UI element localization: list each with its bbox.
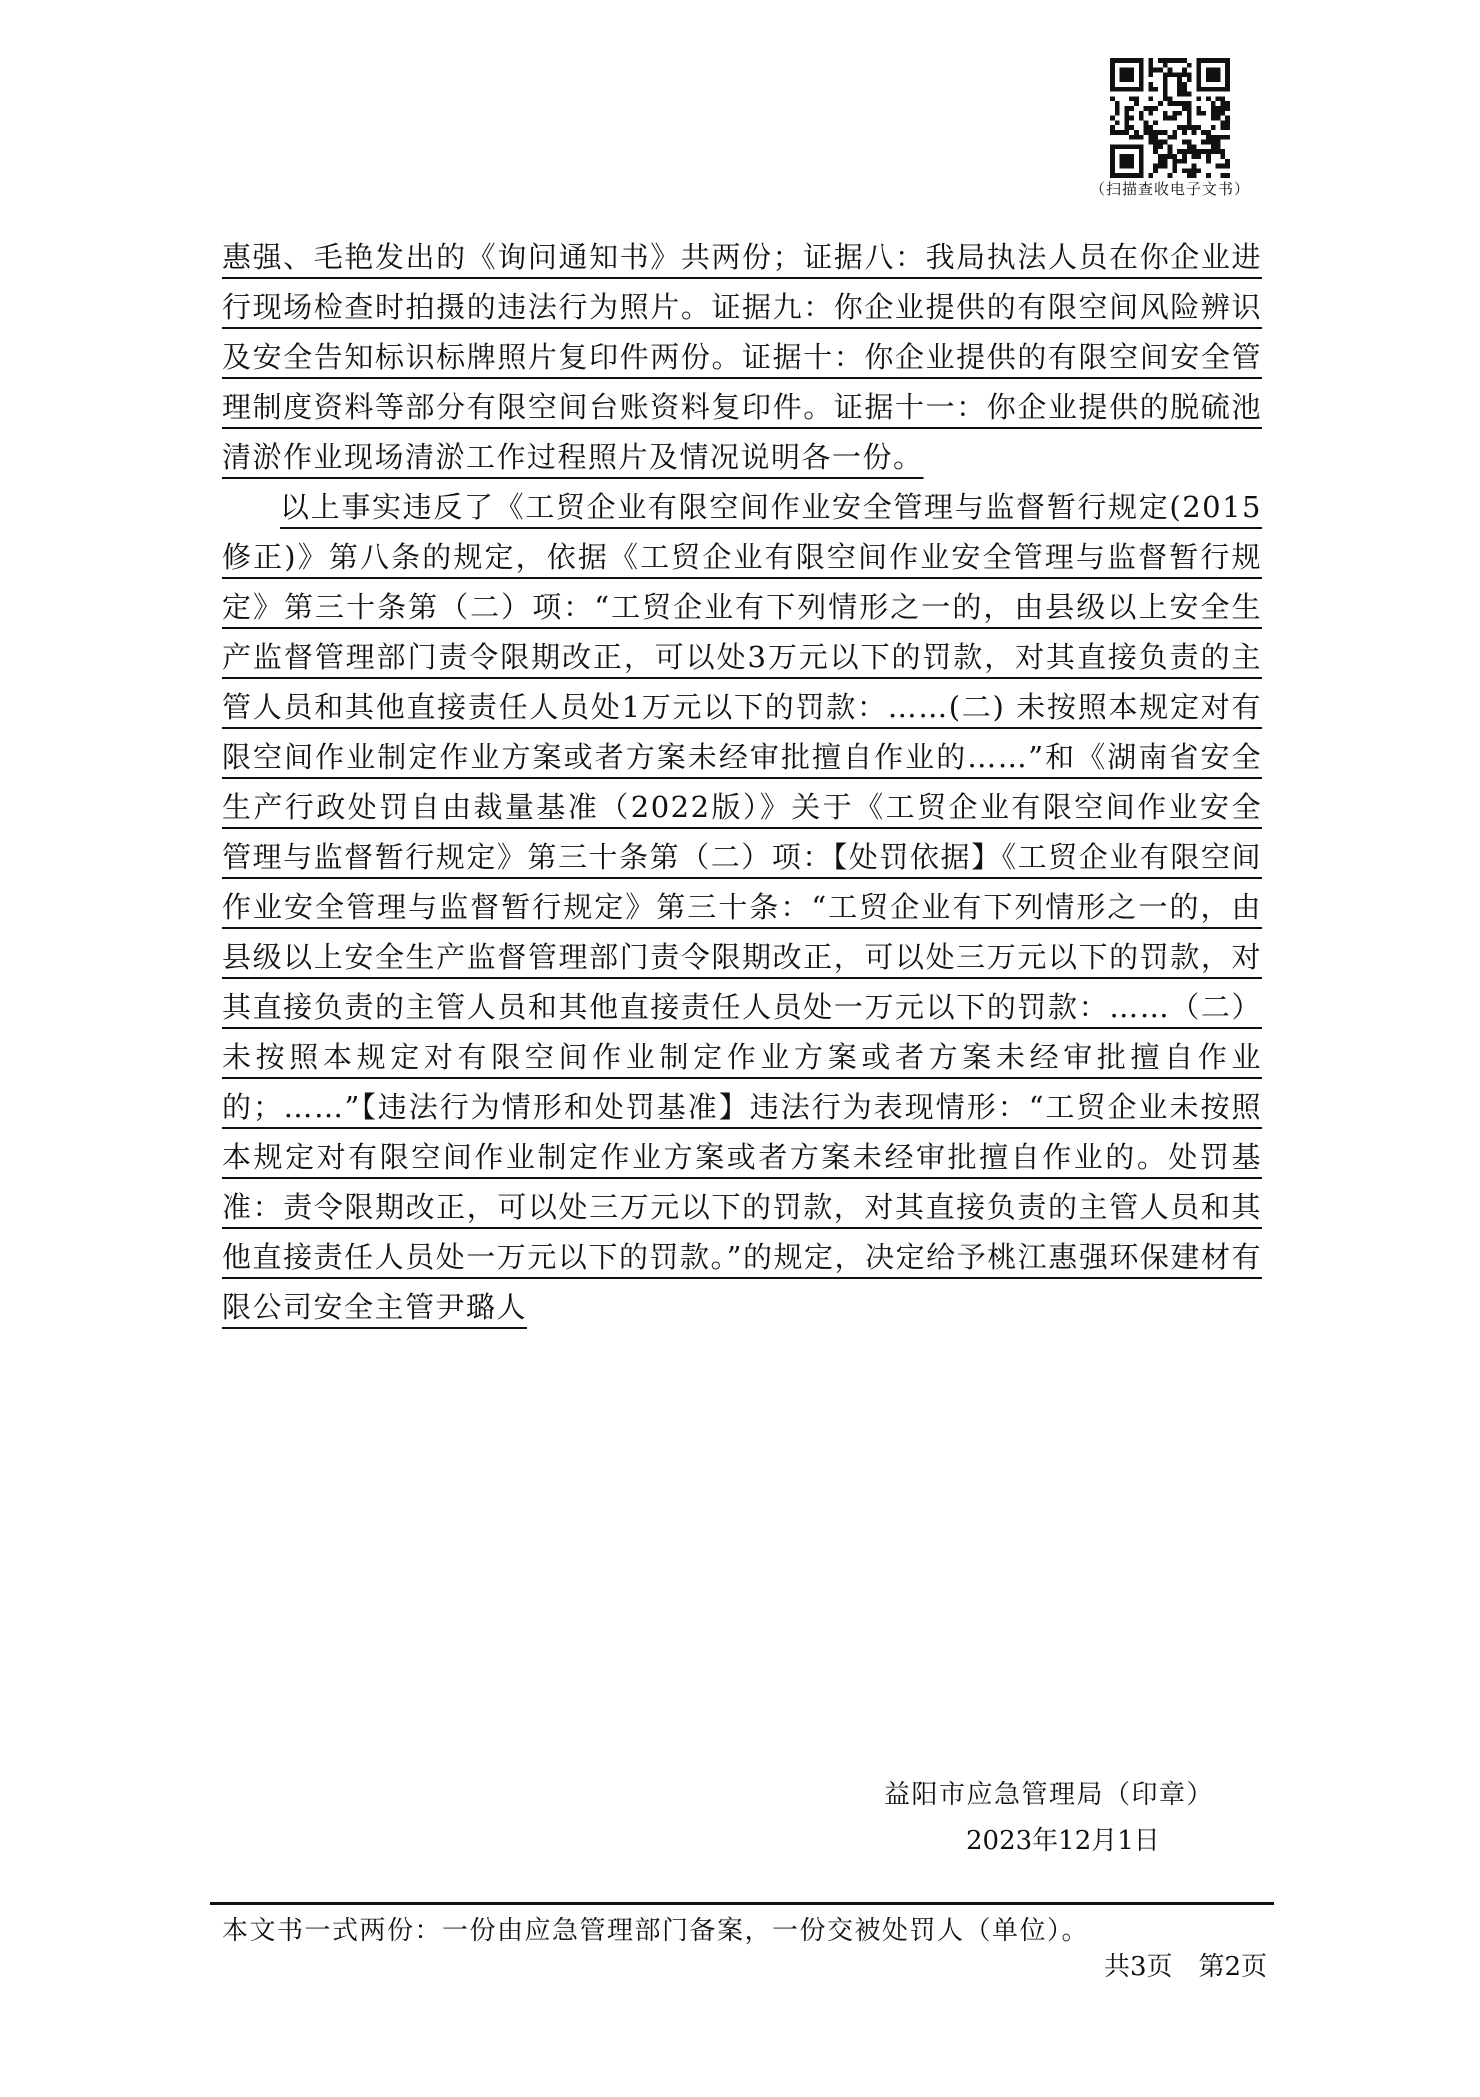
decision-paragraph [222,482,1262,1332]
evidence-text: 惠强、毛艳发出的《询问通知书》共两份；证据八：我局执法人员在你企业进行现场检查时拍摄的违法行为照片。证据九：你企业提供的有限空间风险辨识及安全告知标识标牌照片复印件两份。证据十：你企业提供的有限空间安全管理制度资料等部分有限空间台账资料复印件。证据十一：你企业提供的脱硫池清淤作业现场清淤工作过程照片及情况说明各一份。 [222,240,1262,474]
footer-note: 本文书一式两份：一份由应急管理部门备案，一份交被处罚人（单位）。 [222,1916,1090,1946]
qr-caption: （扫描查收电子文书） [1089,180,1250,198]
document-body [222,232,1262,1332]
qr-code-icon [1110,58,1230,178]
page-info: 共3页 第2页 [1104,1952,1268,1982]
signing-unit: 益阳市应急管理局（印章） [884,1780,1215,1810]
decision-text: 以上事实违反了《工贸企业有限空间作业安全管理与监督暂行规定(2015修正)》第八条的规定，依据《工贸企业有限空间作业安全管理与监督暂行规定》第三十条第（二）项：“工贸企业有下列情形之一的，由县级以上安全生产监督管理部门责令限期改正，可以处3万元以下的罚款，对其直接负责的主管人员和其他直接责任人员处1万元以下的罚款：……(二) 未按照本规定对有限空间作业制定作业方案或者方案未经审批擅自作业的……”和《湖南省安全生产行政处罚自由裁量基准（2022版）》关于《工贸企业有限空间作业安全管理与监督暂行规定》第三十条第（二）项：【处罚依据】《工贸企业有限空间作业安全管理与监督暂行规定》第三十条：“工贸企业有下列情形之一的，由县级以上安全生产监督管理部门责令限期改正，可以处三万元以下的罚款，对其直接负责的主管人员和其他直接责任人员处一万元以下的罚款：……（二）未按照本规定对有限空间作业制定作业方案或者方案未经审批擅自作业的；……”【违法行为情形和处罚基准】违法行为表现情形：“工贸企业未按照本规定对有限空间作业制定作业方案或者方案未经审批擅自作业的。处罚基准：责令限期改正，可以处三万元以下的罚款，对其直接负责的主管人员和其他直接责任人员处一万元以下的罚款。”的规定，决定给予桃江惠强环保建材有限公司安全主管尹璐人 [222,490,1262,1324]
signing-date: 2023年12月1日 [966,1826,1160,1856]
evidence-paragraph [222,232,1262,482]
footer-divider [210,1902,1274,1905]
